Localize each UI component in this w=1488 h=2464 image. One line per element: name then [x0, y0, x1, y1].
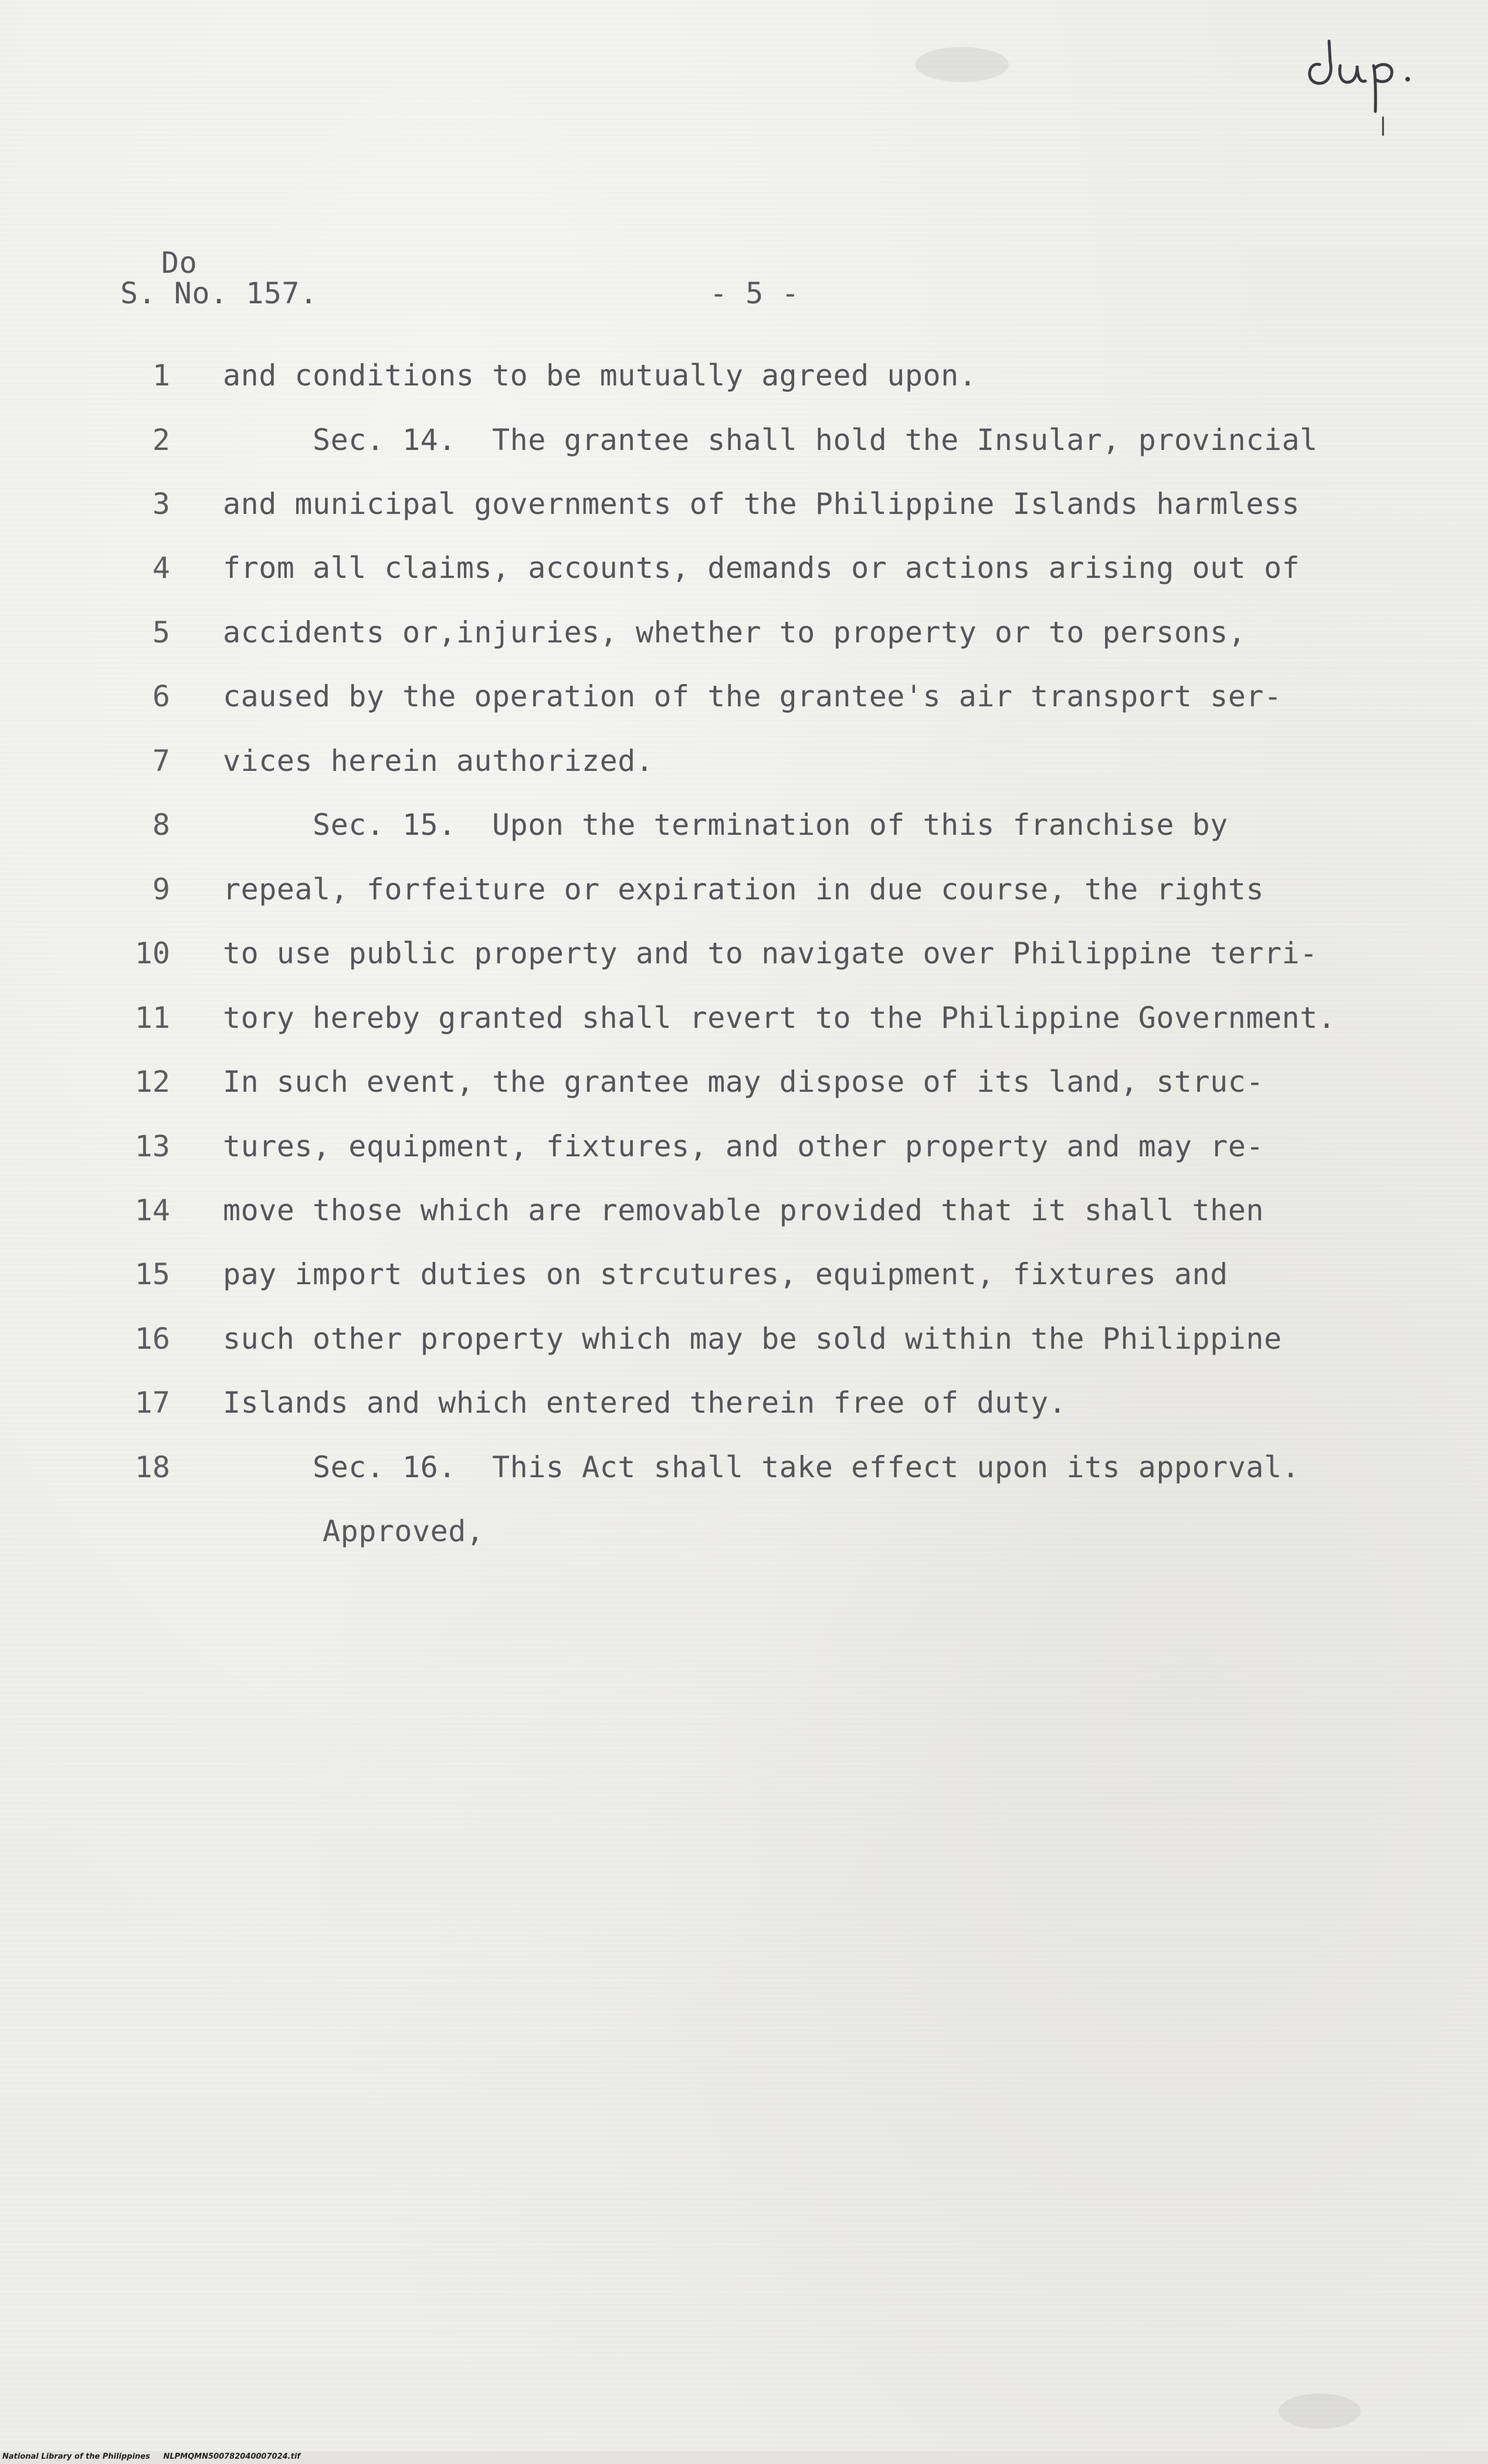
paper-smudge	[915, 47, 1009, 82]
line-number: 16	[134, 1322, 170, 1356]
header-prefix: Do	[161, 246, 198, 280]
line-number: 12	[134, 1065, 170, 1099]
line-number: 4	[152, 551, 170, 585]
line-number: 2	[152, 423, 170, 457]
line-text: vices herein authorized.	[223, 744, 654, 778]
line-number: 17	[134, 1386, 170, 1420]
line-number: 1	[152, 358, 170, 392]
line-text: tory hereby granted shall revert to the Philippine Government.	[223, 1001, 1336, 1035]
line-text: accidents or,injuries, whether to property or to persons,	[223, 615, 1246, 649]
line-number: 15	[134, 1257, 170, 1291]
line-text: In such event, the grantee may dispose of its land, struc-	[223, 1065, 1264, 1099]
line-text: Sec. 14. The grantee shall hold the Insular, provincial	[223, 423, 1318, 457]
approved-closing: Approved,	[323, 1514, 484, 1548]
line-number: 11	[134, 1001, 170, 1035]
line-text: and municipal governments of the Philippine Islands harmless	[223, 487, 1300, 521]
line-text: such other property which may be sold within the Philippine	[223, 1322, 1282, 1356]
line-number: 3	[152, 487, 170, 521]
line-number: 18	[134, 1450, 170, 1484]
paper-smudge	[1279, 2394, 1361, 2429]
line-text: and conditions to be mutually agreed upon.	[223, 358, 977, 392]
line-text: Sec. 15. Upon the termination of this franchise by	[223, 808, 1228, 842]
line-text: repeal, forfeiture or expiration in due course, the rights	[223, 872, 1264, 906]
line-text: tures, equipment, fixtures, and other property and may re-	[223, 1129, 1264, 1163]
line-number: 6	[152, 679, 170, 713]
line-number: 13	[134, 1129, 170, 1163]
bill-number: S. No. 157.	[120, 276, 318, 310]
page-number: - 5 -	[710, 276, 800, 310]
line-number: 9	[152, 872, 170, 906]
line-text: Sec. 16. This Act shall take effect upon its apporval.	[223, 1450, 1300, 1484]
line-number: 14	[134, 1193, 170, 1227]
handwritten-note	[1296, 29, 1460, 147]
scan-footer-text: National Library of the Philippines NLPMQMN500782040007024.tif	[2, 2452, 300, 2461]
line-text: Islands and which entered therein free of duty.	[223, 1386, 1067, 1420]
line-number: 10	[134, 936, 170, 970]
line-text: from all claims, accounts, demands or actions arising out of	[223, 551, 1300, 585]
line-number: 5	[152, 615, 170, 649]
line-number: 7	[152, 744, 170, 778]
line-text: caused by the operation of the grantee's air transport ser-	[223, 679, 1282, 713]
line-number: 8	[152, 808, 170, 842]
line-text: move those which are removable provided that it shall then	[223, 1193, 1264, 1227]
line-text: pay import duties on strcutures, equipment, fixtures and	[223, 1257, 1228, 1291]
line-text: to use public property and to navigate over Philippine terri-	[223, 936, 1318, 970]
